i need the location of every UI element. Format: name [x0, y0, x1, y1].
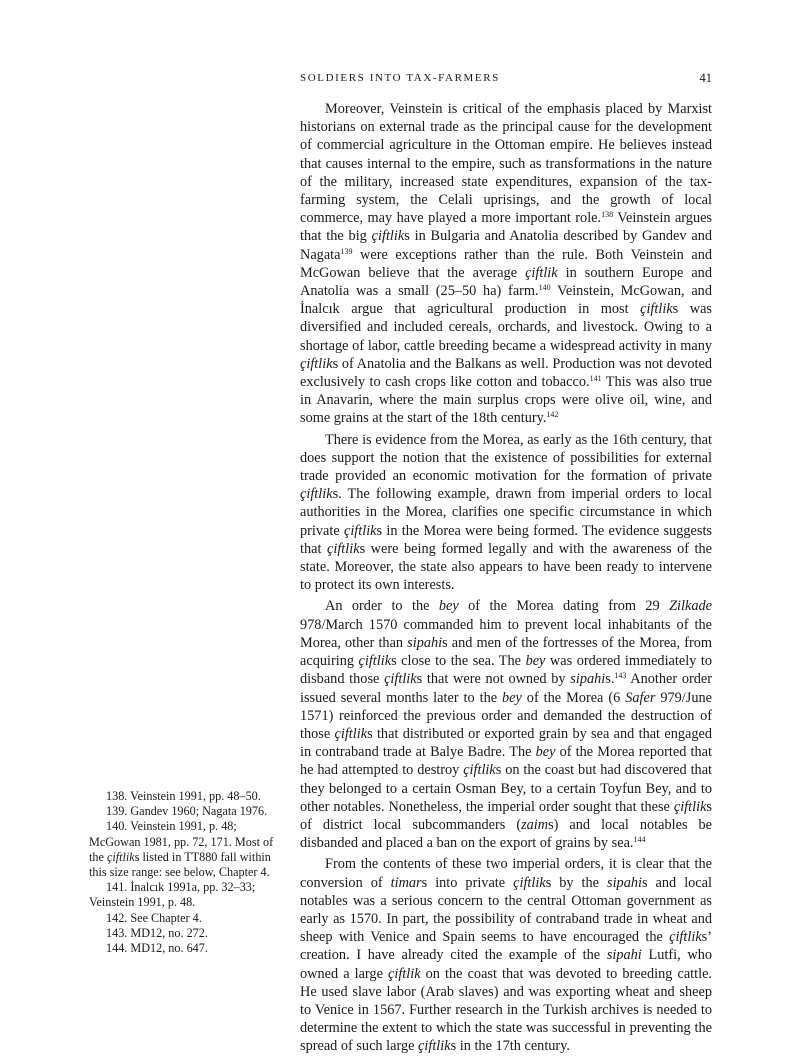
running-head-title: SOLDIERS INTO TAX-FARMERS — [300, 72, 500, 84]
text-run: of the Morea (6 — [521, 689, 626, 706]
text-run: 979/June 1571) reinforced the previous order and demanded the destruction of those — [300, 689, 712, 742]
text-run: 139. Gandev 1960; Nagata 1976. — [106, 804, 268, 819]
italic-term: sipahi — [607, 874, 642, 891]
italic-term: bey — [535, 744, 556, 761]
text-run: s that distributed or exported grain by sea and that engaged in contraband trade at Balye Badre. The — [300, 725, 712, 761]
footnote-ref: 141 — [589, 374, 602, 384]
italic-term: çiftlik — [343, 522, 377, 539]
footnote — [89, 941, 277, 956]
footnote — [89, 911, 277, 926]
italic-term: çiftlik — [388, 965, 421, 982]
text-run: s of district local subcommanders ( — [300, 798, 712, 833]
text-run: s close to the sea. The — [391, 653, 526, 670]
italic-term: çiftlik — [418, 1038, 451, 1055]
italic-term: çiftlik — [327, 540, 360, 557]
italic-term: timar — [390, 874, 422, 891]
text-run: s) and local notables be disbanded and placed a ban on the export of grains by sea. — [300, 816, 713, 852]
italic-term: çiftlik — [640, 301, 673, 318]
text-run: Veinstein, McGowan, and İnalcık argue that agricultural production in most — [300, 283, 712, 318]
text-run: s in the Morea were being formed. The evidence suggests that — [300, 522, 712, 557]
italic-term: bey — [502, 689, 522, 706]
text-run: was ordered immediately to disband those — [300, 653, 712, 688]
footnote — [89, 880, 277, 910]
text-run: 140. Veinstein 1991, p. 48; McGowan 1981, pp. 72, 171. Most of the — [89, 819, 274, 864]
text-run: From the contents of these two imperial orders, it is clear that the conversion of — [300, 856, 712, 891]
italic-term: sipahi — [606, 947, 642, 964]
footnote-ref: 140 — [538, 283, 551, 293]
italic-term: Safer — [625, 689, 656, 706]
running-head — [300, 72, 712, 88]
italic-term: çiftlik — [371, 228, 405, 245]
text-run: s. The following example, drawn from imperial orders to local authorities in the Morea, clarifies one specific circumstance in which private — [300, 486, 712, 539]
footnote — [89, 819, 277, 880]
text-run: s were being formed legally and with the awareness of the state. Moreover, the state also appears to have been ready to intervene to protect its own interests. — [300, 540, 713, 594]
italic-term: çiftlik — [106, 849, 135, 864]
italic-term: çiftlik — [384, 671, 417, 688]
text-run: 138. Veinstein 1991, pp. 48–50. — [106, 789, 261, 803]
body-text — [300, 100, 712, 1059]
italic-term: zaim — [521, 816, 549, 833]
text-run: 143. MD12, no. 272. — [106, 925, 208, 940]
italic-term: bey — [525, 653, 546, 670]
text-run: Veinstein argues that the big — [300, 210, 713, 245]
paragraph — [300, 597, 712, 852]
italic-term: çiftlik — [525, 264, 558, 281]
text-run: This was also true in Anavarin, where the main surplus crops were olive oil, wine, and some grains at the start of the 18th century. — [300, 374, 712, 427]
page-number: 41 — [699, 71, 712, 85]
text-run: Another order issued several months later to the — [300, 671, 713, 706]
italic-term: sipahi — [407, 634, 443, 651]
text-run: An order to the — [325, 598, 439, 615]
text-run: s listed in TT880 fall within this size range: see below, Chapter 4. — [89, 849, 271, 880]
text-run: 978/March 1570 commanded him to prevent local inhabitants of the Morea, other than — [300, 616, 712, 651]
text-run: of the Morea dating from 29 — [458, 598, 670, 615]
italic-term: çiftlik — [300, 486, 333, 503]
italic-term: çiftlik — [358, 653, 392, 670]
text-run: s on the coast but had discovered that they belonged to a certain Osman Bey, to a certain Toyfun Bey, and to other notables. Nonetheless, the imperial order sought that these — [300, 762, 713, 815]
text-run: s by the — [545, 874, 608, 891]
italic-term: çiftlik — [463, 762, 496, 779]
text-run: s’ creation. I have already cited the example of the — [300, 929, 712, 964]
paragraph — [300, 100, 712, 428]
text-run: s of Anatolia and the Balkans as well. Production was not devoted exclusively to cash crops like cotton and tobacco. — [300, 355, 712, 391]
footnote — [89, 926, 277, 941]
italic-term: sipahi — [570, 671, 606, 688]
italic-term: Zilkade — [669, 598, 712, 615]
italic-term: çiftlik — [300, 355, 333, 372]
text-run: on the coast that was devoted to breeding cattle. He used slave labor (Arab slaves) and was exporting wheat and sheep to Venice in 1567. Further research in the Turkish archives is needed to determine the extent to which the state was successful in preventing the spread of such large — [300, 965, 713, 1055]
footnote-ref: 143 — [614, 671, 627, 681]
text-run: s in Bulgaria and Anatolia described by Gandev and Nagata — [300, 228, 712, 263]
italic-term: çiftlik — [669, 929, 702, 946]
text-run: 142. See Chapter 4. — [106, 910, 202, 925]
footnotes — [89, 789, 277, 956]
footnote-ref: 139 — [340, 246, 353, 256]
footnote — [89, 804, 277, 819]
text-run: Moreover, Veinstein is critical of the emphasis placed by Marxist historians on external trade as the principal cause for the development of commercial agriculture in the Ottoman empire. He believes instead that causes internal to the empire, such as transformations in the nature of the military, increased state expenditures, expansion of the tax-farming system, the Celali uprisings, and the growth of local commerce, may have played a more important role. — [300, 101, 712, 227]
italic-term: çiftlik — [334, 725, 368, 742]
text-run: s and men of the fortresses of the Morea, from acquiring — [300, 634, 712, 670]
text-run: were exceptions rather than the rule. Both Veinstein and McGowan believe that the average — [300, 246, 712, 281]
footnote — [89, 789, 277, 804]
text-run: 141. İnalcık 1991a, pp. 32–33; Veinstein 1991, p. 48. — [89, 880, 256, 910]
text-run: s. — [605, 671, 615, 688]
text-run: s that were not owned by — [416, 671, 571, 688]
text-run: 144. MD12, no. 647. — [106, 941, 208, 956]
text-run: s into private — [421, 874, 514, 891]
italic-term: bey — [438, 598, 459, 615]
footnote-ref: 138 — [601, 210, 614, 220]
text-run: Lutfi, who owned a large — [300, 947, 712, 982]
footnote-ref: 144 — [633, 835, 646, 845]
text-run: of the Morea reported that he had attempted to destroy — [300, 744, 712, 779]
text-run: in southern Europe and Anatolia was a small (25–50 ha) farm. — [300, 264, 712, 300]
italic-term: çiftlik — [513, 874, 546, 891]
paragraph — [300, 855, 712, 1055]
text-run: s was diversified and included cereals, orchards, and livestock. Owing to a shortage of labor, cattle breeding became a widespread activity in many — [300, 301, 713, 354]
text-run: There is evidence from the Morea, as early as the 16th century, that does support the notion that the existence of possibilities for external trade provided an economic motivation for the formation of private — [300, 431, 712, 485]
text-run: s in the 17th century. — [450, 1038, 570, 1055]
footnote-ref: 142 — [546, 410, 559, 420]
paragraph — [300, 431, 712, 595]
text-run: s and local notables was a serious concern to the central Ottoman government as early as 1570. In part, the possibility of contraband trade in wheat and sheep with Venice and Spain seems to have encouraged the — [300, 874, 712, 946]
italic-term: çiftlik — [673, 798, 707, 815]
